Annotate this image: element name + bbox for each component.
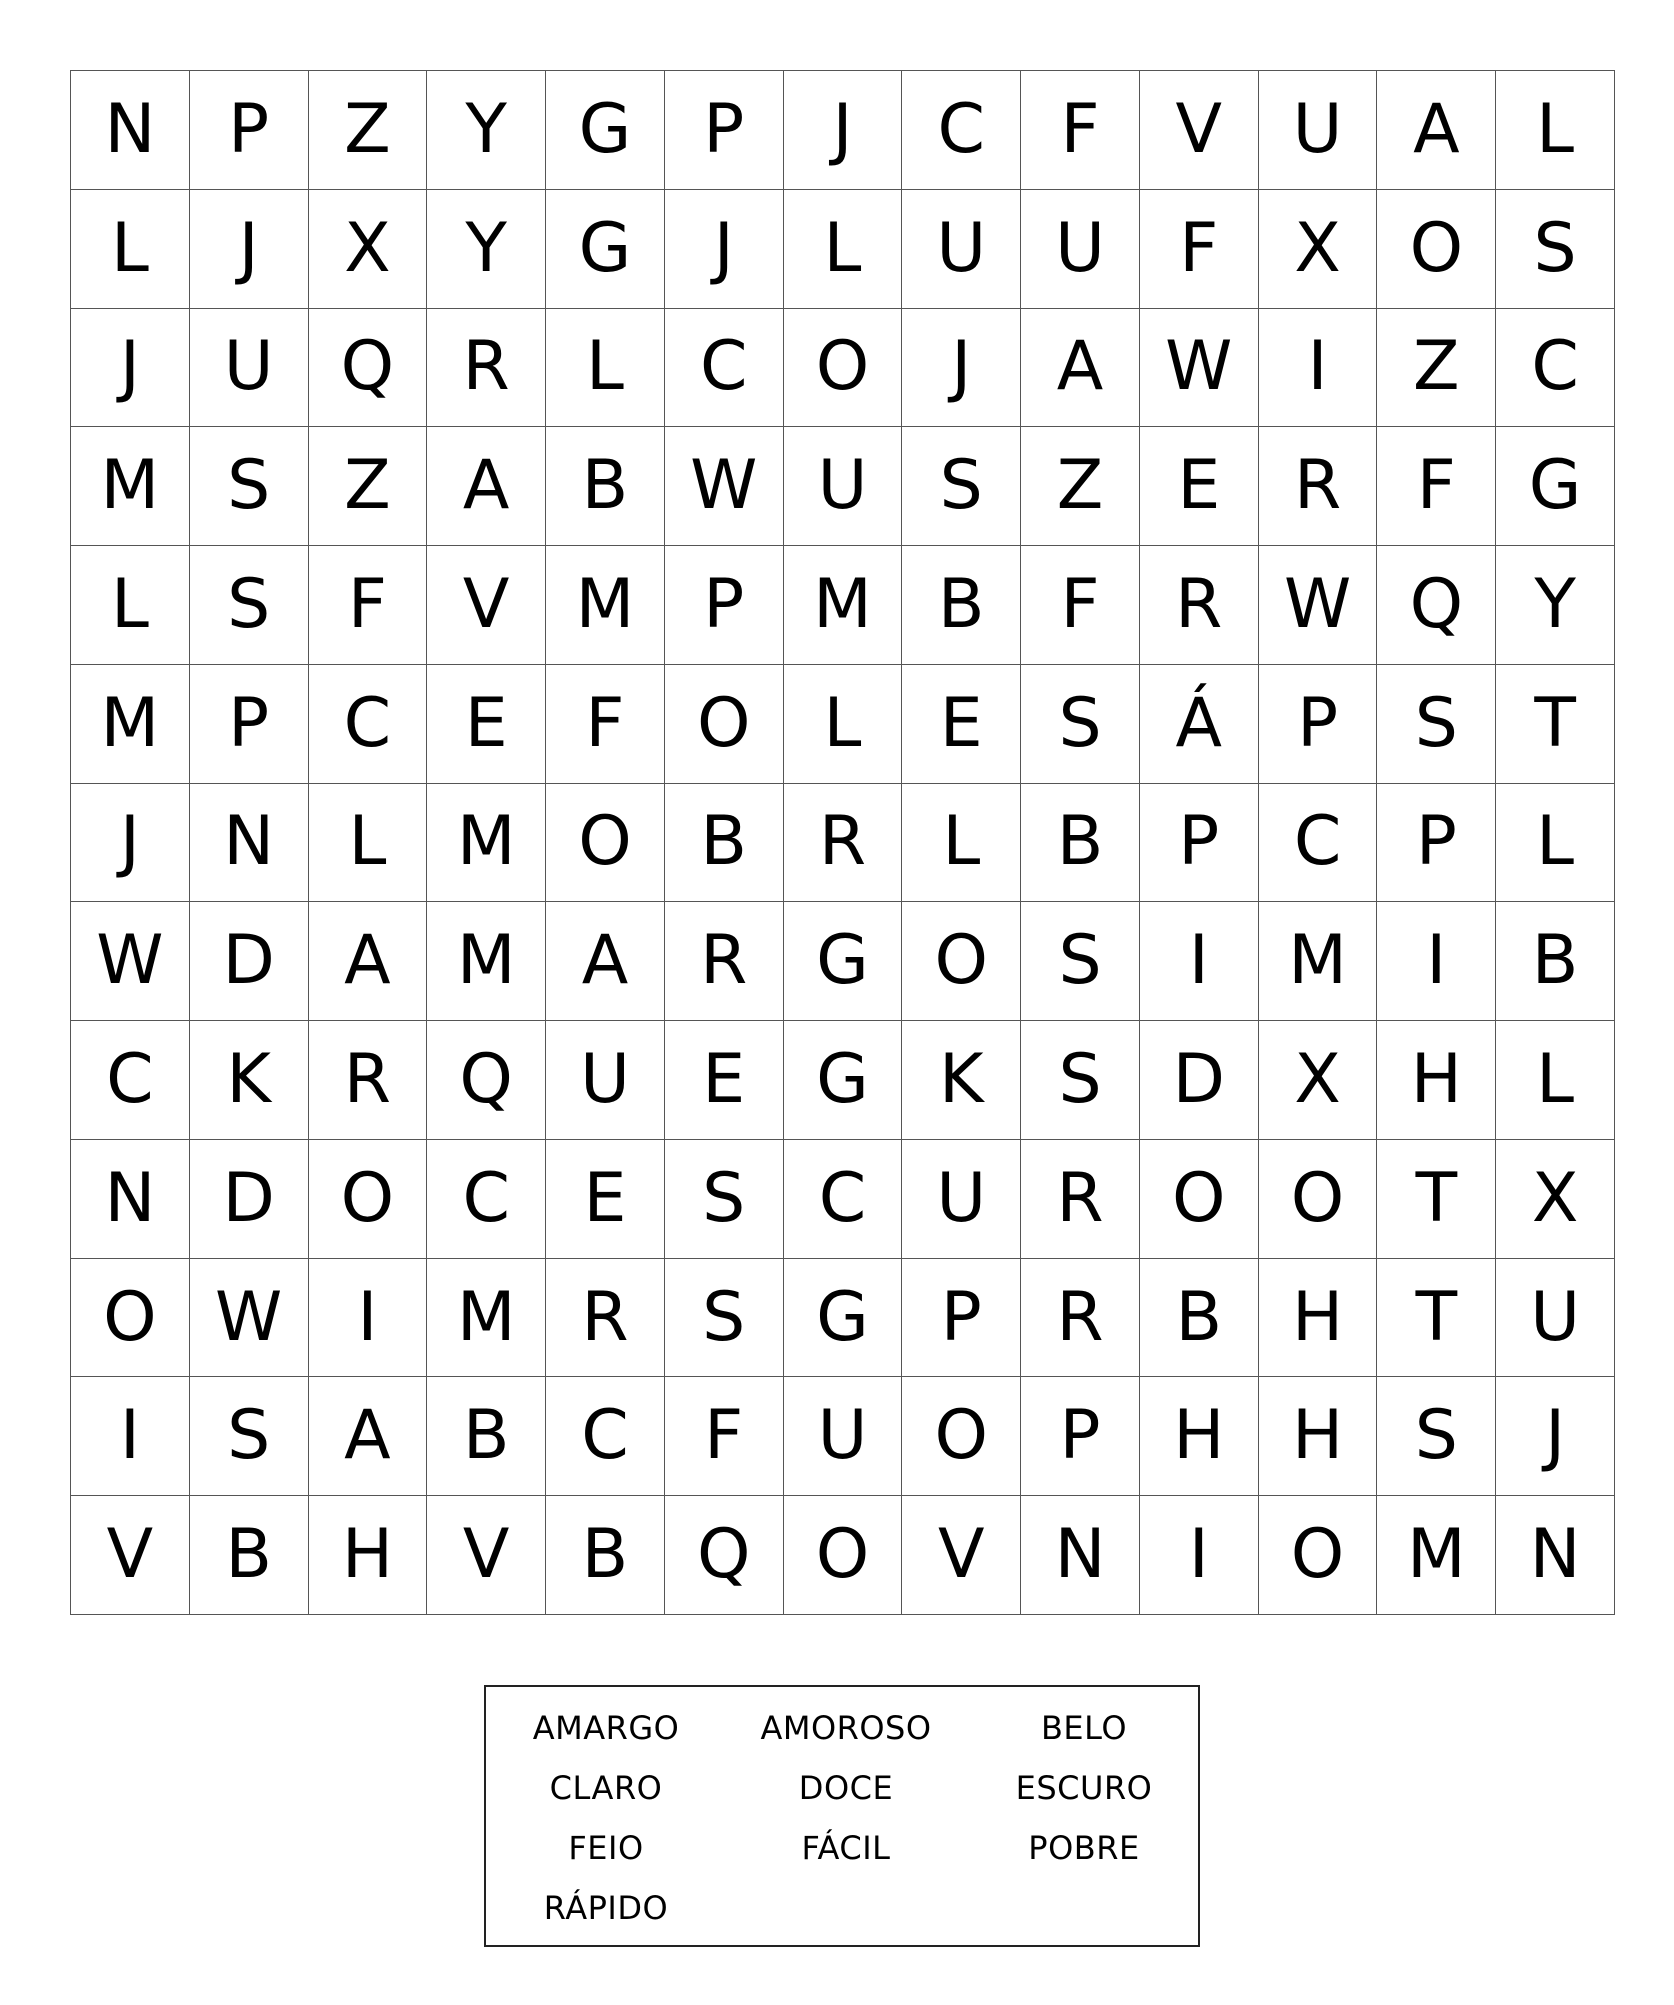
grid-cell[interactable]: L [784,190,903,309]
grid-cell[interactable]: F [665,1377,784,1496]
grid-cell[interactable]: D [1140,1021,1259,1140]
grid-cell[interactable]: B [546,1496,665,1615]
grid-cell[interactable]: F [1377,427,1496,546]
word-list-item: AMOROSO [760,1709,932,1747]
grid-cell[interactable]: W [190,1259,309,1378]
grid-cell[interactable]: I [1377,902,1496,1021]
grid-cell[interactable]: O [784,309,903,428]
grid-cell[interactable]: N [1496,1496,1615,1615]
grid-cell[interactable]: X [1496,1140,1615,1259]
grid-cell[interactable]: J [71,309,190,428]
grid-cell[interactable]: I [309,1259,428,1378]
grid-cell[interactable]: P [1140,784,1259,903]
grid-cell[interactable]: S [190,546,309,665]
grid-cell[interactable]: P [1259,665,1378,784]
grid-cell[interactable]: J [665,190,784,309]
grid-cell[interactable]: C [784,1140,903,1259]
grid-cell[interactable]: Q [1377,546,1496,665]
grid-cell[interactable]: G [784,902,903,1021]
grid-cell[interactable]: L [1496,1021,1615,1140]
grid-cell[interactable]: Z [309,71,428,190]
grid-cell[interactable]: C [1496,309,1615,428]
grid-cell[interactable]: Y [1496,546,1615,665]
grid-cell[interactable]: N [71,1140,190,1259]
grid-cell[interactable]: O [902,1377,1021,1496]
grid-cell[interactable]: R [1021,1259,1140,1378]
grid-cell[interactable]: S [665,1259,784,1378]
grid-cell[interactable]: J [784,71,903,190]
grid-cell[interactable]: O [665,665,784,784]
word-list-item: CLARO [549,1769,663,1807]
grid-cell[interactable]: S [190,427,309,546]
grid-cell[interactable]: R [546,1259,665,1378]
grid-cell[interactable]: P [665,71,784,190]
grid-cell[interactable]: C [427,1140,546,1259]
grid-cell[interactable]: O [1377,190,1496,309]
grid-cell[interactable]: S [1021,902,1140,1021]
grid-cell[interactable]: H [1259,1377,1378,1496]
grid-cell[interactable]: R [1259,427,1378,546]
grid-cell[interactable]: F [1021,71,1140,190]
grid-cell[interactable]: M [546,546,665,665]
grid-cell[interactable]: O [1259,1140,1378,1259]
grid-cell[interactable]: W [71,902,190,1021]
grid-cell[interactable]: F [546,665,665,784]
grid-cell[interactable]: B [1021,784,1140,903]
grid-cell[interactable]: R [1021,1140,1140,1259]
grid-cell[interactable]: T [1496,665,1615,784]
grid-cell[interactable]: T [1377,1259,1496,1378]
grid-cell[interactable]: A [1021,309,1140,428]
grid-cell[interactable]: V [427,1496,546,1615]
grid-cell[interactable]: L [309,784,428,903]
grid-cell[interactable]: P [665,546,784,665]
grid-cell[interactable]: C [902,71,1021,190]
grid-cell[interactable]: P [902,1259,1021,1378]
grid-cell[interactable]: C [546,1377,665,1496]
grid-cell[interactable]: U [902,190,1021,309]
grid-cell[interactable]: T [1377,1140,1496,1259]
grid-cell[interactable]: S [1021,665,1140,784]
grid-cell[interactable]: A [546,902,665,1021]
grid-cell[interactable]: X [309,190,428,309]
grid-cell[interactable]: L [1496,784,1615,903]
grid-cell[interactable]: B [665,784,784,903]
grid-cell[interactable]: Y [427,71,546,190]
grid-cell[interactable]: H [1140,1377,1259,1496]
grid-cell[interactable]: I [1140,1496,1259,1615]
grid-cell[interactable]: Á [1140,665,1259,784]
grid-cell[interactable]: E [1140,427,1259,546]
grid-cell[interactable]: A [309,1377,428,1496]
grid-cell[interactable]: U [1496,1259,1615,1378]
word-list-item: DOCE [798,1769,894,1807]
grid-cell[interactable]: U [784,427,903,546]
grid-cell[interactable]: N [190,784,309,903]
word-list-item: FEIO [568,1829,644,1867]
grid-cell[interactable]: D [190,1140,309,1259]
letter-grid [70,70,1615,1615]
word-list-item: BELO [1040,1709,1128,1747]
grid-cell[interactable]: M [427,902,546,1021]
grid-cell[interactable]: W [1259,546,1378,665]
grid-cell[interactable]: Q [427,1021,546,1140]
grid-cell[interactable]: G [546,71,665,190]
word-list-item: ESCURO [1015,1769,1153,1807]
grid-cell[interactable]: W [1140,309,1259,428]
grid-cell[interactable]: M [427,1259,546,1378]
grid-cell[interactable]: Q [665,1496,784,1615]
grid-cell[interactable]: L [71,190,190,309]
grid-cell[interactable]: M [71,665,190,784]
grid-cell[interactable]: M [71,427,190,546]
grid-cell[interactable]: L [71,546,190,665]
grid-cell[interactable]: B [1496,902,1615,1021]
grid-cell[interactable]: Z [1021,427,1140,546]
grid-cell[interactable]: Y [427,190,546,309]
grid-cell[interactable]: B [1140,1259,1259,1378]
grid-cell[interactable]: V [427,546,546,665]
grid-cell[interactable]: V [71,1496,190,1615]
grid-cell[interactable]: R [309,1021,428,1140]
word-list [484,1685,1200,1947]
grid-cell[interactable]: B [427,1377,546,1496]
grid-cell[interactable]: M [1377,1496,1496,1615]
grid-cell[interactable]: L [546,309,665,428]
grid-cell[interactable]: S [1377,1377,1496,1496]
grid-cell[interactable]: J [1496,1377,1615,1496]
grid-cell[interactable]: B [902,546,1021,665]
grid-cell[interactable]: X [1259,190,1378,309]
grid-cell[interactable]: R [1140,546,1259,665]
grid-cell[interactable]: U [1021,190,1140,309]
grid-cell[interactable]: O [546,784,665,903]
grid-cell[interactable]: V [902,1496,1021,1615]
grid-cell[interactable]: P [190,71,309,190]
grid-cell[interactable]: G [1496,427,1615,546]
grid-cell[interactable]: S [190,1377,309,1496]
grid-cell[interactable]: E [546,1140,665,1259]
grid-cell[interactable]: R [784,784,903,903]
grid-cell[interactable]: S [902,427,1021,546]
grid-cell[interactable]: J [71,784,190,903]
grid-cell[interactable]: O [902,902,1021,1021]
grid-cell[interactable]: C [71,1021,190,1140]
grid-cell[interactable]: E [665,1021,784,1140]
word-list-item: POBRE [1028,1829,1140,1867]
grid-cell[interactable]: O [71,1259,190,1378]
grid-cell[interactable]: A [427,427,546,546]
grid-cell[interactable]: C [309,665,428,784]
grid-cell[interactable]: S [1021,1021,1140,1140]
grid-cell[interactable]: U [902,1140,1021,1259]
grid-cell[interactable]: H [309,1496,428,1615]
grid-cell[interactable]: I [1259,309,1378,428]
grid-cell[interactable]: U [784,1377,903,1496]
grid-cell[interactable]: S [665,1140,784,1259]
grid-cell[interactable]: I [1140,902,1259,1021]
grid-cell[interactable]: M [427,784,546,903]
grid-cell[interactable]: N [1021,1496,1140,1615]
grid-cell[interactable]: P [190,665,309,784]
grid-cell[interactable]: G [546,190,665,309]
word-list-item: FÁCIL [801,1829,891,1867]
grid-cell[interactable]: E [902,665,1021,784]
grid-cell[interactable]: S [1496,190,1615,309]
grid-cell[interactable]: S [1377,665,1496,784]
grid-cell[interactable]: U [1259,71,1378,190]
grid-cell[interactable]: H [1377,1021,1496,1140]
grid-cell[interactable]: R [427,309,546,428]
grid-cell[interactable]: V [1140,71,1259,190]
grid-cell[interactable]: A [1377,71,1496,190]
grid-cell[interactable]: X [1259,1021,1378,1140]
grid-cell[interactable]: G [784,1021,903,1140]
grid-cell[interactable]: A [309,902,428,1021]
grid-cell[interactable]: E [427,665,546,784]
grid-cell[interactable]: F [1021,546,1140,665]
grid-cell[interactable]: H [1259,1259,1378,1378]
grid-cell[interactable]: P [1021,1377,1140,1496]
word-list-item: RÁPIDO [543,1889,669,1927]
grid-cell[interactable]: Q [309,309,428,428]
grid-cell[interactable]: C [665,309,784,428]
grid-cell[interactable]: L [1496,71,1615,190]
grid-cell[interactable]: M [1259,902,1378,1021]
grid-cell[interactable]: F [1140,190,1259,309]
grid-cell[interactable]: K [190,1021,309,1140]
grid-cell[interactable]: D [190,902,309,1021]
grid-cell[interactable]: K [902,1021,1021,1140]
grid-cell[interactable]: J [902,309,1021,428]
grid-cell[interactable]: N [71,71,190,190]
word-list-item: AMARGO [532,1709,680,1747]
grid-cell[interactable]: W [665,427,784,546]
grid-cell[interactable]: C [1259,784,1378,903]
grid-cell[interactable]: L [784,665,903,784]
grid-cell[interactable]: Z [309,427,428,546]
grid-cell[interactable]: I [71,1377,190,1496]
grid-cell[interactable]: O [1140,1140,1259,1259]
grid-cell[interactable]: O [309,1140,428,1259]
grid-cell[interactable]: B [546,427,665,546]
grid-cell[interactable]: U [190,309,309,428]
grid-cell[interactable]: R [665,902,784,1021]
grid-cell[interactable]: Z [1377,309,1496,428]
grid-cell[interactable]: J [190,190,309,309]
grid-cell[interactable]: B [190,1496,309,1615]
grid-cell[interactable]: O [784,1496,903,1615]
grid-cell[interactable]: P [1377,784,1496,903]
grid-cell[interactable]: U [546,1021,665,1140]
grid-cell[interactable]: O [1259,1496,1378,1615]
grid-cell[interactable]: F [309,546,428,665]
grid-cell[interactable]: G [784,1259,903,1378]
grid-cell[interactable]: L [902,784,1021,903]
grid-cell[interactable]: M [784,546,903,665]
